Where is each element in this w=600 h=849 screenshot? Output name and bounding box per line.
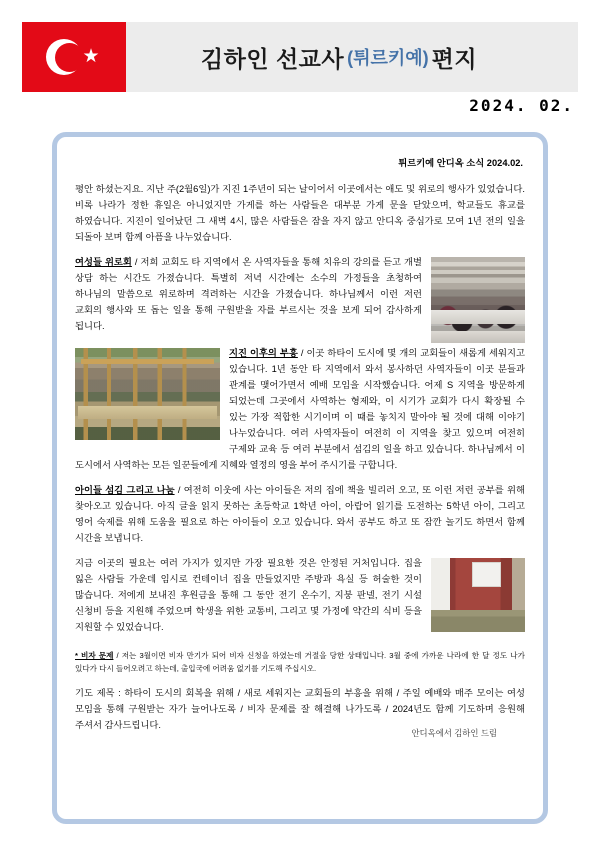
section-revival-body: 이곳 하타이 도시에 몇 개의 교회들이 새롭게 세워지고 있습니다. 1년 동안 타 지역에서 와서 봉사하던 사역자들이 이곳 분들과 관계를 맺어가면서 예배 모임을 시작했습니다. 어제 S 지역을 방문하게 되었는데 그곳에서 사역하는 형제와, 이 시기가 교회가 다시 확장될 수 있는 가장 적합한 시기이며 이 때를 놓치지 말아야 될 것에 대해 이야기 나누었습니다. 여러 사역자들이 여전히 이 지역을 찾고 있으며 여전히 구제와 교육 등 여러 부분에서 섬김의 일을 하고 있습니다. 하나님께서 이 도시에서 사역하는 모든 일꾼들에게 지혜와 열정의 영을 부어 주시기를 구합니다. bbox=[75, 347, 525, 470]
title-main-second: 편지 bbox=[431, 45, 478, 72]
section-revival-heading: 지진 이후의 부흥 bbox=[229, 347, 298, 358]
crescent-inner-shape bbox=[55, 43, 84, 72]
section-women-body: 저희 교회도 타 지역에서 온 사역자들을 통해 치유의 강의를 듣고 개별 상담 하는 시간도 가졌습니다. 특별히 저녁 시간에는 소수의 가정들을 초청하여 하나님의 말씀으로 위로하며 격려하는 시간을 가졌습니다. 하나님께서 이런 저런 교회의 행사와 또 돕는 일을 통해 구원받을 자를 부르시는 것을 보게 되어 감사하게 됩니다. bbox=[75, 256, 423, 331]
prayer-label: 기도 제목 : bbox=[75, 688, 121, 699]
section-children-separator: / bbox=[177, 484, 181, 495]
title-main-first: 김하인 선교사 bbox=[200, 45, 345, 72]
document-date: 2024. 02. bbox=[469, 96, 574, 115]
construction-frame-photo bbox=[75, 348, 220, 440]
section-women-separator: / bbox=[134, 256, 138, 267]
document-header bbox=[22, 22, 578, 92]
section-revival bbox=[75, 346, 525, 483]
women-gathering-photo bbox=[431, 257, 525, 343]
visa-footnote bbox=[75, 649, 525, 676]
section-children bbox=[75, 483, 525, 547]
section-needs bbox=[75, 556, 525, 643]
section-women-heading: 여성들 위로회 bbox=[75, 256, 132, 267]
visa-footnote-separator: / bbox=[116, 650, 119, 660]
visa-footnote-heading: * 비자 문제 bbox=[75, 650, 114, 660]
signature-line: 안디옥에서 김하인 드림 bbox=[411, 728, 497, 739]
title-country: (튀르키예) bbox=[347, 48, 429, 68]
section-revival-separator: / bbox=[300, 347, 304, 358]
intro-paragraph: 평안 하셨는지요. 지난 주(2월6일)가 지진 1주년이 되는 날이어서 이곳에서는 애도 및 위로의 행사가 있었습니다. 비록 나라가 정한 휴일은 아니었지만 가게를 하는 사람들은 대부분 가게 문을 닫았으며, 학교들도 휴교를 하였습니다. 지진이 일어났던 그 새벽 4시, 많은 사람들은 잠을 자지 않고 안디옥 중심가로 모여 1년 전의 일을 되돌아 보며 함께 아픔을 나누었습니다. bbox=[75, 184, 525, 242]
newsletter-kicker: 튀르키예 안디옥 소식 2024.02. bbox=[398, 158, 523, 168]
section-children-body: 여전히 이웃에 사는 아이들은 저의 집에 책을 빌리러 오고, 또 이런 저런 공부를 위해 찾아오고 있습니다. 아직 글을 읽지 못하는 초등학교 1학년 아이, 아랍어 읽기를 도전하는 5학년 아이, 그리고 영어 숙제를 위해 도움을 필요로 하는 아이들이 오고 있습니다. 와서 공부도 하고 또 잠깐 놀기도 하면서 함께 시간을 보냅니다. bbox=[75, 484, 525, 543]
needs-paragraph: 지금 이곳의 필요는 여러 가지가 있지만 가장 필요한 것은 안정된 거처입니다. 집을 잃은 사람들 가운데 임시로 컨테이너 집을 만들었지만 주방과 욕실 등 허술한 것이 많습니다. 저에게 보내진 후원금을 통해 그 동안 전기 온수기, 지붕 판넬, 전기 시설 신청비 등을 지원해 주었으며 학생을 위한 교통비, 그리고 몇 가정에 약간의 식비 등을 지원할 수 있었습니다. bbox=[75, 557, 422, 632]
prayer-body: 하타이 도시의 회복을 위해 / 새로 세워지는 교회들의 부흥을 위해 / 주일 예배와 매주 모이는 여성 모임을 통해 구원받는 자가 늘어나도록 / 비자 문제를 잘 해결해 나가도록 / 2024년도 함께 기도하며 응원해 주셔서 감사드립니다. bbox=[75, 688, 525, 731]
visa-footnote-body: 저는 3월이면 비자 만기가 되어 비자 신청을 하였는데 거절을 당한 상태입니다. 3월 중에 가까운 나라에 한 달 정도 나가 있다가 다시 들어오려고 하는데, 출입국에 어려움 없기를 기도해 주십시오. bbox=[75, 650, 525, 673]
section-women-comfort bbox=[75, 255, 525, 346]
letter-body-panel bbox=[52, 132, 548, 824]
container-water-heater-photo bbox=[431, 558, 525, 632]
section-children-text bbox=[75, 483, 525, 547]
star-icon: ★ bbox=[82, 46, 100, 67]
section-children-heading: 아이들 섬김 그리고 나눔 bbox=[75, 484, 175, 495]
turkey-flag-icon bbox=[22, 22, 126, 92]
page-title bbox=[126, 22, 578, 92]
